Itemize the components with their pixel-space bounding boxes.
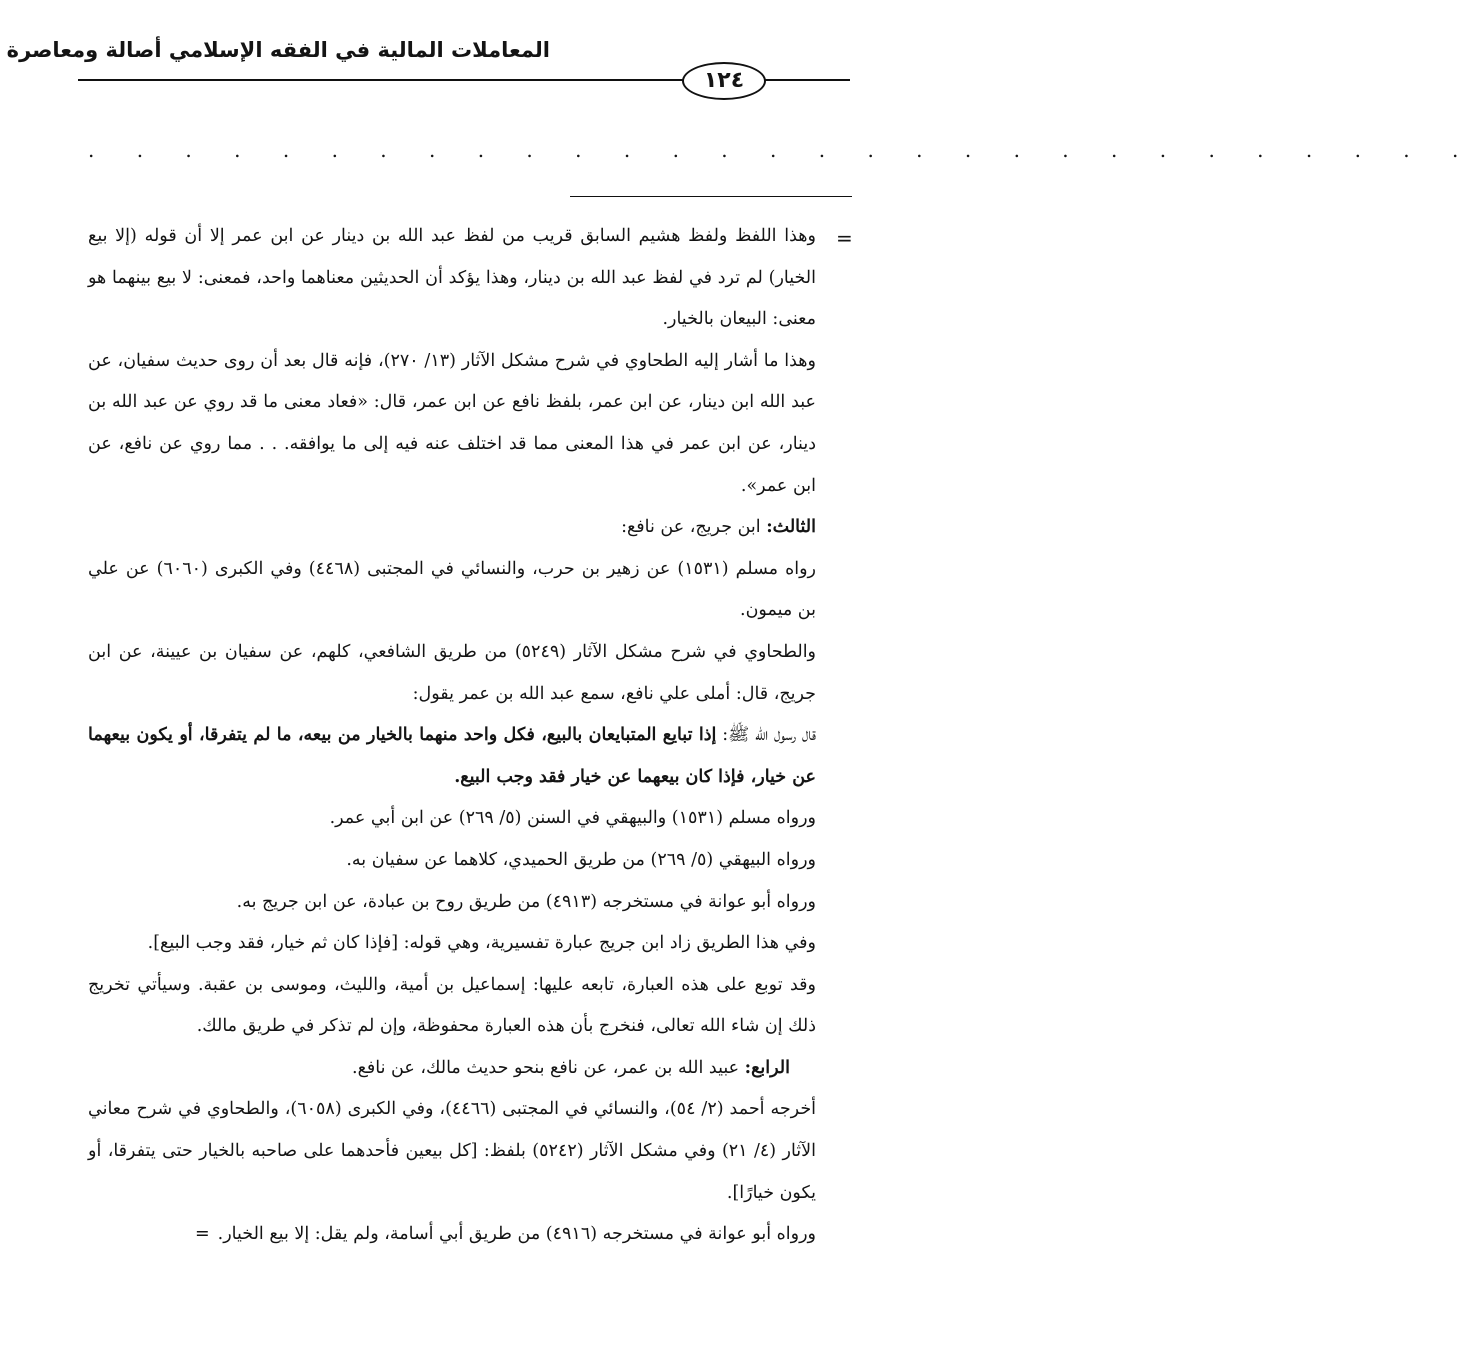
paragraph-3 (88, 507, 816, 549)
continuation-mark-end: = (195, 1224, 210, 1245)
paragraph-4: رواه مسلم (١٥٣١) عن زهير بن حرب، والنسائي في المجتبى (٤٤٦٨) وفي الكبرى (٦٠٦٠) عن علي بن ميمون. (88, 558, 817, 621)
paragraph-9: ورواه أبو عوانة في مستخرجه (٤٩١٣) من طريق روح بن عبادة، عن ابن جريج به. (236, 891, 816, 912)
paragraph-14 (88, 1214, 816, 1256)
section-label-fourth: الرابع: (744, 1057, 790, 1078)
ellipsis-dots: . . . . . . . . . . . . . . . . . . . . . . . . . . . . . (88, 138, 1476, 162)
running-header-title: المعاملات المالية في الفقه الإسلامي أصالة ومعاصرة (6, 38, 550, 62)
paragraph-10: وفي هذا الطريق زاد ابن جريج عبارة تفسيرية، وهي قوله: [فإذا كان ثم خيار، فقد وجب البيع]. (147, 933, 816, 954)
footnote-separator (570, 196, 852, 197)
section-label-third: الثالث: (766, 517, 816, 538)
paragraph-2: وهذا ما أشار إليه الطحاوي في شرح مشكل الآثار (١٣/ ٢٧٠)، فإنه قال بعد أن روى حديث سفيان، عن عبد الله ابن دينار، عن ابن عمر، بلفظ نافع عن ابن عمر، قال: «فعاد معنى ما قد روي عن عبد الله بن دينار، عن ابن عمر في هذا المعنى مما قد اختلف عنه فيه إلى ما يوافقه. . . مما روي عن نافع، عن ابن عمر». (88, 350, 816, 496)
page-number: ١٢٤ (682, 62, 766, 100)
continuation-mark: = (836, 226, 853, 250)
paragraph-1: وهذا اللفظ ولفظ هشيم السابق قريب من لفظ عبد الله بن دينار عن ابن عمر إلا أن قوله (إلا بيع الخيار) لم ترد في لفظ عبد الله بن دينار، وهذا يؤكد أن الحديثين معناهما واحد، فمعنى: لا بيع بينهما هو معنى: البيعان بالخيار. (88, 226, 816, 330)
hadith-text: إذا تبايع المتبايعان بالبيع، فكل واحد منهما بالخيار من بيعه، ما لم يتفرقا، أو يكون بيعهما عن خيار، فإذا كان بيعهما عن خيار فقد وجب البيع. (88, 725, 816, 787)
paragraph-8: ورواه البيهقي (٥/ ٢٦٩) من طريق الحميدي، كلاهما عن سفيان به. (346, 849, 816, 870)
footnote-body (88, 216, 816, 1256)
paragraph-14-text: ورواه أبو عوانة في مستخرجه (٤٩١٦) من طريق أبي أسامة، ولم يقل: إلا بيع الخيار. (217, 1224, 816, 1245)
paragraph-12-text: عبيد الله بن عمر، عن نافع بنحو حديث مالك، عن نافع. (352, 1057, 745, 1078)
paragraph-11: وقد توبع على هذه العبارة، تابعه عليها: إسماعيل بن أمية، والليث، وموسى بن عقبة. وسيأتي تخريج ذلك إن شاء الله تعالى، فنخرج بأن هذه العبارة محفوظة، وإن لم تذكر في طريق مالك. (88, 974, 816, 1037)
paragraph-13: أخرجه أحمد (٢/ ٥٤)، والنسائي في المجتبى (٤٤٦٦)، وفي الكبرى (٦٠٥٨)، والطحاوي في شرح معاني الآثار (٤/ ٢١) وفي مشكل الآثار (٥٢٤٢) بلفظ: [كل بيعين فأحدهما على صاحبه بالخيار حتى يتفرقا، أو يكون خيارًا]. (88, 1099, 817, 1203)
hadith-intro: قال رسول الله ﷺ: (716, 725, 816, 746)
paragraph-3-text: ابن جريج، عن نافع: (621, 517, 767, 538)
paragraph-5: والطحاوي في شرح مشكل الآثار (٥٢٤٩) من طريق الشافعي، كلهم، عن سفيان بن عيينة، عن ابن جريج، قال: أملى علي نافع، سمع عبد الله بن عمر يقول: (88, 641, 817, 704)
paragraph-7: ورواه مسلم (١٥٣١) والبيهقي في السنن (٥/ ٢٦٩) عن ابن أبي عمر. (329, 808, 816, 829)
paragraph-12 (88, 1048, 816, 1090)
paragraph-6 (88, 715, 816, 798)
